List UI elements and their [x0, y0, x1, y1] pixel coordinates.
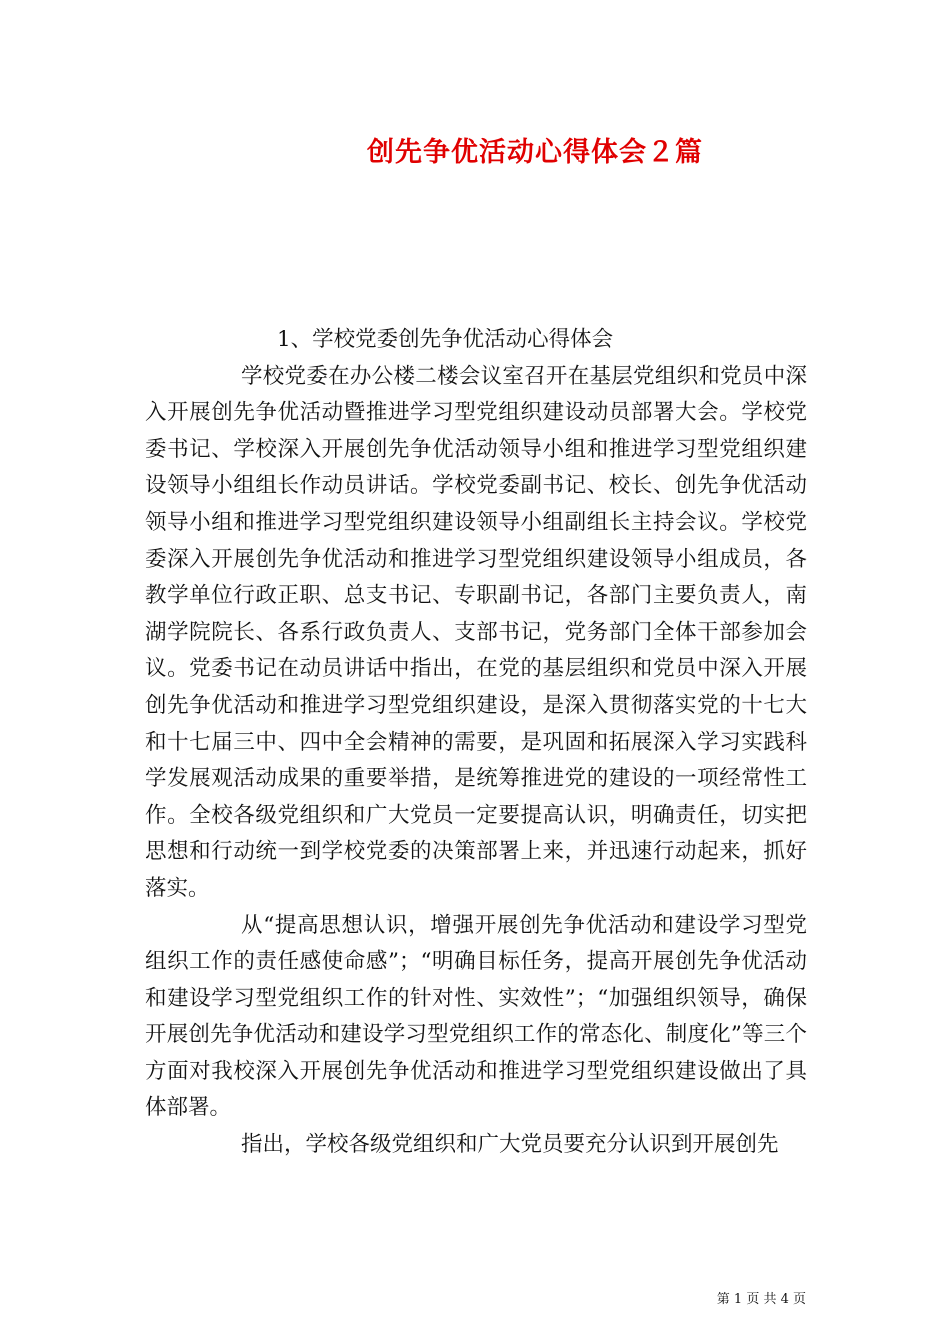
paragraph-1: 学校党委在办公楼二楼会议室召开在基层党组织和党员中深入开展创先争优活动暨推进学习型党组织建设动员部署大会。学校党委书记、学校深入开展创先争优活动领导小组和推进学习型党组织建设领导小组组长作动员讲话。学校党委副书记、校长、创先争优活动领导小组和推进学习型党组织建设领导小组副组长主持会议。学校党委深入开展创先争优活动和推进学习型党组织建设领导小组成员，各教学单位行政正职、总支书记、专职副书记，各部门主要负责人，南湖学院院长、各系行政负责人、支部书记，党务部门全体干部参加会议。党委书记在动员讲话中指出，在党的基层组织和党员中深入开展创先争优活动和推进学习型党组织建设，是深入贯彻落实党的十七大和十七届三中、四中全会精神的需要，是巩固和拓展深入学习实践科学发展观活动成果的重要举措，是统筹推进党的建设的一项经常性工作。全校各级党组织和广大党员一定要提高认识，明确责任，切实把思想和行动统一到学校党委的决策部署上来，并迅速行动起来，抓好落实。 [145, 363, 807, 901]
page-footer: 第 1 页 共 4 页 [716, 1292, 806, 1307]
section-heading: 1、学校党委创先争优活动心得体会 [277, 327, 614, 352]
page-title: 创先争优活动心得体会２篇 [367, 137, 703, 168]
paragraph-2: 从“提高思想认识，增强开展创先争优活动和建设学习型党组织工作的责任感使命感”；“明确目标任务，提高开展创先争优活动和建设学习型党组织工作的针对性、实效性”；“加强组织领导，确保开展创先争优活动和建设学习型党组织工作的常态化、制度化”等三个方面对我校深入开展创先争优活动和推进学习型党组织建设做出了具体部署。 [145, 912, 807, 1121]
paragraph-3: 指出，学校各级党组织和广大党员要充分认识到开展创先 [241, 1132, 779, 1158]
document-body [145, 322, 807, 1164]
